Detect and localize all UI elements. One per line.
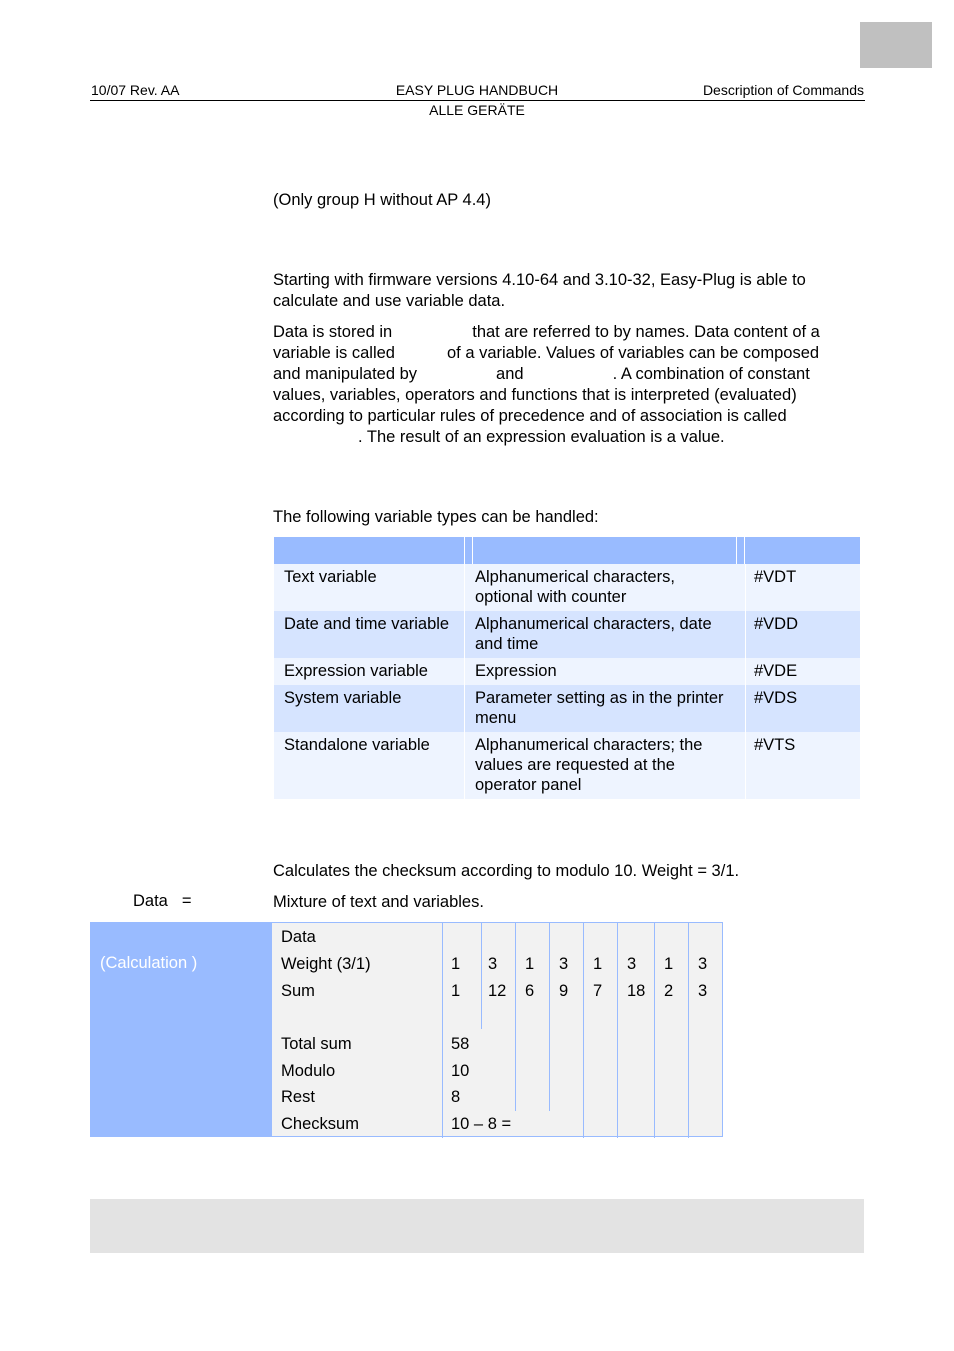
- page-corner-tab: [860, 22, 932, 68]
- types-intro: The following variable types can be handled:: [273, 508, 599, 526]
- row-label-rest: Rest: [281, 1088, 315, 1106]
- sum-cell: 1: [451, 982, 461, 1000]
- weight-cell: 1: [451, 955, 461, 973]
- row-label-modulo: Modulo: [281, 1062, 336, 1080]
- sum-cell: 12: [488, 982, 507, 1000]
- calculation-label: (Calculation ): [100, 954, 198, 972]
- table-row: Date and time variable Alphanumerical characters, date and time #VDD: [274, 611, 860, 658]
- weight-cell: 3: [698, 955, 708, 973]
- weight-cell: 3: [559, 955, 569, 973]
- rest-value: 8: [451, 1088, 461, 1106]
- table-row: System variable Parameter setting as in the printer menu #VDS: [274, 685, 860, 732]
- weight-cell: 1: [593, 955, 603, 973]
- sum-cell: 2: [664, 982, 674, 1000]
- row-label-checksum: Checksum: [281, 1115, 359, 1133]
- total-sum-value: 58: [451, 1035, 470, 1053]
- weight-cell: 3: [627, 955, 637, 973]
- header-rule: [90, 100, 865, 101]
- row-label-sum: Sum: [281, 982, 315, 1000]
- sum-cell: 3: [698, 982, 708, 1000]
- group-note: (Only group H without AP 4.4): [273, 191, 491, 209]
- sum-cell: 18: [627, 982, 646, 1000]
- weight-cell: 1: [664, 955, 674, 973]
- row-label-weight: Weight (3/1): [281, 955, 371, 973]
- checksum-value: 10 – 8 =: [451, 1115, 512, 1133]
- header-revision: 10/07 Rev. AA: [91, 82, 180, 98]
- intro-paragraph-1: Starting with firmware versions 4.10-64 and 3.10-32, Easy-Plug is able to calculate and use variable data.: [273, 271, 806, 310]
- param-data-label: Data =: [133, 892, 192, 910]
- table-header: [274, 537, 860, 564]
- checksum-table: [272, 922, 723, 1137]
- header-title: EASY PLUG HANDBUCH: [395, 82, 559, 98]
- row-label-total: Total sum: [281, 1035, 352, 1053]
- calculation-label-cell: [90, 922, 272, 1137]
- table-row: Text variable Alphanumerical characters, optional with counter #VDT: [274, 564, 860, 611]
- weight-cell: 1: [525, 955, 535, 973]
- checksum-description: Calculates the checksum according to modulo 10. Weight = 3/1.: [273, 862, 740, 880]
- param-data-desc: Mixture of text and variables.: [273, 893, 484, 911]
- variable-types-table: [274, 537, 860, 799]
- header-section: Description of Commands: [702, 82, 864, 98]
- weight-cell: 3: [488, 955, 498, 973]
- row-label-data: Data: [281, 928, 316, 946]
- intro-paragraph-2: Data is stored in that are referred to by names. Data content of a variable is called of a variable. Values of variables can be composed and manipulated by and . A combination of constant values, variables, operators and functions that is interpreted (evaluated) according to particular rules of precedence and of association is called . The result of an expression evaluation is a value.: [273, 323, 820, 446]
- footer-bar: [90, 1199, 864, 1253]
- sum-cell: 6: [525, 982, 535, 1000]
- header-subtitle: ALLE GERÄTE: [429, 102, 525, 118]
- sum-cell: 7: [593, 982, 603, 1000]
- table-row: Standalone variable Alphanumerical characters; the values are requested at the operator panel #VTS: [274, 732, 860, 799]
- sum-cell: 9: [559, 982, 569, 1000]
- modulo-value: 10: [451, 1062, 470, 1080]
- table-row: Expression variable Expression #VDE: [274, 658, 860, 685]
